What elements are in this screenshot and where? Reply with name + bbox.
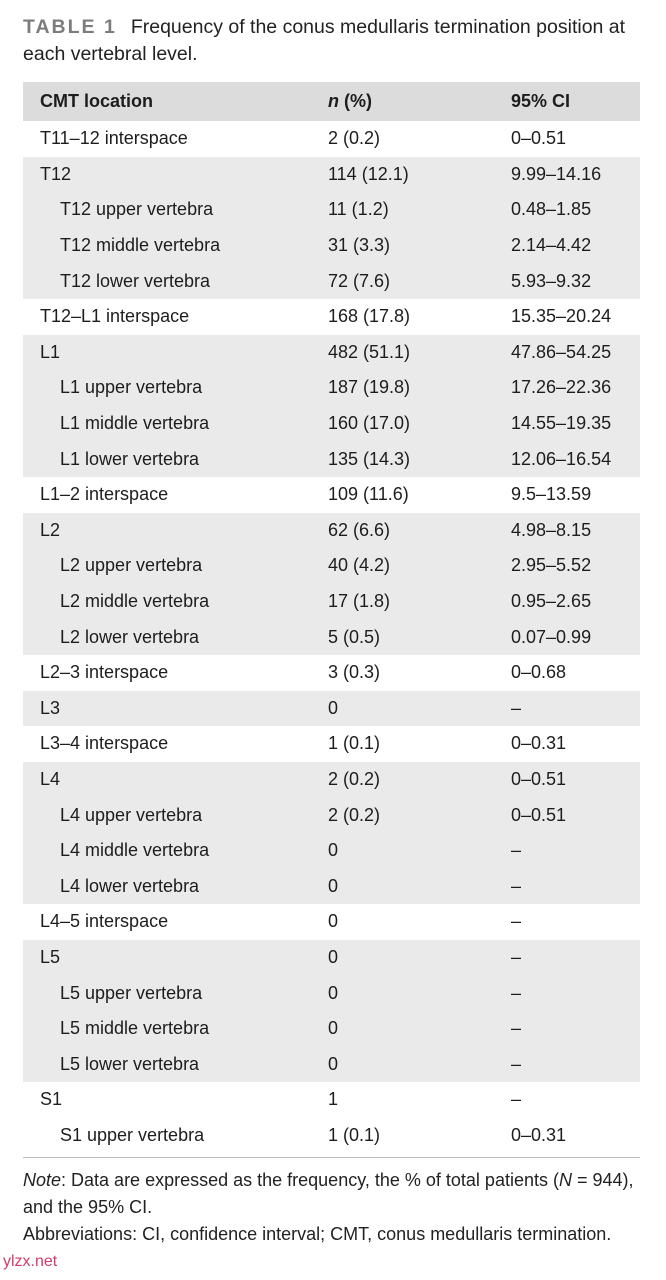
abbreviations-line: Abbreviations: CI, confidence interval; CMT, conus medullaris termination. [23, 1224, 612, 1244]
cell-n-percent: 0 [328, 875, 339, 896]
table-row [23, 335, 640, 371]
cell-n-percent: 0 [328, 697, 339, 718]
cell-n-percent: 1 (0.1) [328, 1124, 381, 1145]
table-row [23, 228, 640, 264]
cell-95-ci: 0–0.68 [511, 662, 567, 683]
table-row [23, 726, 640, 762]
cell-location: T11–12 interspace [40, 128, 188, 149]
cell-n-percent: 1 (0.1) [328, 733, 381, 754]
table-header-row [23, 82, 640, 121]
table-caption [23, 14, 648, 68]
cell-95-ci: – [511, 946, 522, 967]
cell-n-percent: 0 [328, 911, 339, 932]
table-row [23, 263, 640, 299]
cell-n-percent: 2 (0.2) [328, 804, 381, 825]
cell-location: L4 middle vertebra [60, 840, 210, 861]
cell-location: L1 middle vertebra [60, 413, 210, 434]
cell-location: L2 middle vertebra [60, 591, 210, 612]
cell-n-percent: 109 (11.6) [328, 484, 409, 505]
header-95-ci: 95% CI [511, 91, 571, 111]
cell-95-ci: – [511, 875, 522, 896]
cell-95-ci: – [511, 1053, 522, 1074]
cell-location: L2 lower vertebra [60, 626, 200, 647]
cell-n-percent: 0 [328, 840, 339, 861]
cell-location: L4 [40, 768, 61, 789]
note-line [23, 1167, 648, 1221]
cell-95-ci: 12.06–16.54 [511, 448, 612, 469]
table-row [23, 655, 640, 691]
cell-95-ci: – [511, 1089, 522, 1110]
site-watermark: ylzx.net [3, 1253, 58, 1270]
cell-95-ci: 0–0.51 [511, 768, 567, 789]
table-row [23, 477, 640, 513]
table-row [23, 868, 640, 904]
table-row [23, 691, 640, 727]
cell-location: L2–3 interspace [40, 662, 169, 683]
cell-95-ci: 0.95–2.65 [511, 591, 592, 612]
cell-location: L2 [40, 519, 61, 540]
table-row [23, 406, 640, 442]
table-row [23, 441, 640, 477]
cell-95-ci: 0.07–0.99 [511, 626, 592, 647]
cell-95-ci: – [511, 840, 522, 861]
cell-95-ci: 17.26–22.36 [511, 377, 612, 398]
cell-location: L5 upper vertebra [60, 982, 203, 1003]
cell-n-percent: 31 (3.3) [328, 235, 391, 256]
table-label: TABLE 1 [23, 16, 117, 38]
cell-location: L4–5 interspace [40, 911, 169, 932]
table-row [23, 1046, 640, 1082]
cell-95-ci: 0.48–1.85 [511, 199, 592, 220]
cell-n-percent: 160 (17.0) [328, 413, 411, 434]
cell-n-percent: 0 [328, 982, 339, 1003]
cell-location: L4 upper vertebra [60, 804, 203, 825]
table-row [23, 762, 640, 798]
cell-95-ci: 5.93–9.32 [511, 270, 592, 291]
cell-location: T12 [40, 163, 72, 184]
cell-n-percent: 40 (4.2) [328, 555, 391, 576]
cell-n-percent: 0 [328, 1053, 339, 1074]
cell-95-ci: – [511, 697, 522, 718]
cell-location: L1 upper vertebra [60, 377, 203, 398]
cell-95-ci: 2.95–5.52 [511, 555, 592, 576]
cell-location: S1 [40, 1089, 63, 1110]
table-row [23, 904, 640, 940]
table-row [23, 299, 640, 335]
cell-n-percent: 17 (1.8) [328, 591, 391, 612]
cell-location: L1 [40, 341, 61, 362]
cell-n-percent: 0 [328, 946, 339, 967]
table-row [23, 584, 640, 620]
table-notes [23, 1167, 648, 1248]
table-row [23, 121, 640, 157]
table-row [23, 1011, 640, 1047]
cell-location: L1–2 interspace [40, 484, 169, 505]
cell-location: L3–4 interspace [40, 733, 169, 754]
table-body [23, 121, 640, 1153]
note-text-2: = 944), and the 95% CI. [23, 1170, 634, 1217]
table-row [23, 619, 640, 655]
cell-95-ci: – [511, 911, 522, 932]
header-n-rest: (%) [339, 91, 372, 111]
table-row [23, 1118, 640, 1154]
header-n-italic: n [328, 91, 339, 111]
table-row [23, 192, 640, 228]
cell-location: T12–L1 interspace [40, 306, 190, 327]
cell-location: L4 lower vertebra [60, 875, 200, 896]
cell-location: T12 lower vertebra [60, 270, 211, 291]
cell-n-percent: 114 (12.1) [328, 163, 409, 184]
cell-95-ci: 0–0.31 [511, 733, 567, 754]
table-row [23, 940, 640, 976]
cell-95-ci: – [511, 982, 522, 1003]
data-table [23, 82, 640, 1158]
note-n: N [558, 1170, 572, 1190]
note-text-1: : Data are expressed as the frequency, the % of total patients ( [61, 1170, 559, 1190]
cell-location: L5 lower vertebra [60, 1053, 200, 1074]
cell-95-ci: 2.14–4.42 [511, 235, 592, 256]
cell-95-ci: 0–0.51 [511, 804, 567, 825]
cell-95-ci: 14.55–19.35 [511, 413, 612, 434]
cell-n-percent: 62 (6.6) [328, 519, 391, 540]
cell-location: T12 upper vertebra [60, 199, 214, 220]
table-row [23, 548, 640, 584]
cell-location: L1 lower vertebra [60, 448, 200, 469]
cell-95-ci: 47.86–54.25 [511, 341, 612, 362]
cell-location: L5 [40, 946, 61, 967]
cell-n-percent: 187 (19.8) [328, 377, 411, 398]
cell-n-percent: 5 (0.5) [328, 626, 381, 647]
table-row [23, 513, 640, 549]
cell-n-percent: 72 (7.6) [328, 270, 391, 291]
cell-n-percent: 2 (0.2) [328, 128, 381, 149]
cell-95-ci: 9.5–13.59 [511, 484, 592, 505]
header-cmt-location: CMT location [40, 91, 153, 111]
cell-location: L3 [40, 697, 61, 718]
table-row [23, 157, 640, 193]
cell-n-percent: 3 (0.3) [328, 662, 381, 683]
caption-text: Frequency of the conus medullaris termination position at each vertebral level. [23, 16, 626, 65]
table-row [23, 797, 640, 833]
table-row [23, 1082, 640, 1118]
cell-95-ci: – [511, 1018, 522, 1039]
cell-95-ci: 0–0.31 [511, 1124, 567, 1145]
table-row [23, 975, 640, 1011]
note-label: Note [23, 1170, 62, 1190]
cell-location: T12 middle vertebra [60, 235, 221, 256]
cell-n-percent: 2 (0.2) [328, 768, 381, 789]
header-n-percent [328, 91, 511, 112]
cell-95-ci: 0–0.51 [511, 128, 567, 149]
cell-n-percent: 168 (17.8) [328, 306, 411, 327]
cell-n-percent: 1 [328, 1089, 339, 1110]
cell-location: L5 middle vertebra [60, 1018, 210, 1039]
cell-n-percent: 11 (1.2) [328, 199, 389, 220]
cell-95-ci: 4.98–8.15 [511, 519, 592, 540]
cell-n-percent: 482 (51.1) [328, 341, 411, 362]
cell-location: L2 upper vertebra [60, 555, 203, 576]
cell-n-percent: 0 [328, 1018, 339, 1039]
cell-n-percent: 135 (14.3) [328, 448, 411, 469]
cell-95-ci: 15.35–20.24 [511, 306, 612, 327]
table-row [23, 833, 640, 869]
table-bottom-rule [23, 1157, 640, 1158]
cell-95-ci: 9.99–14.16 [511, 163, 602, 184]
table-row [23, 370, 640, 406]
cell-location: S1 upper vertebra [60, 1124, 205, 1145]
